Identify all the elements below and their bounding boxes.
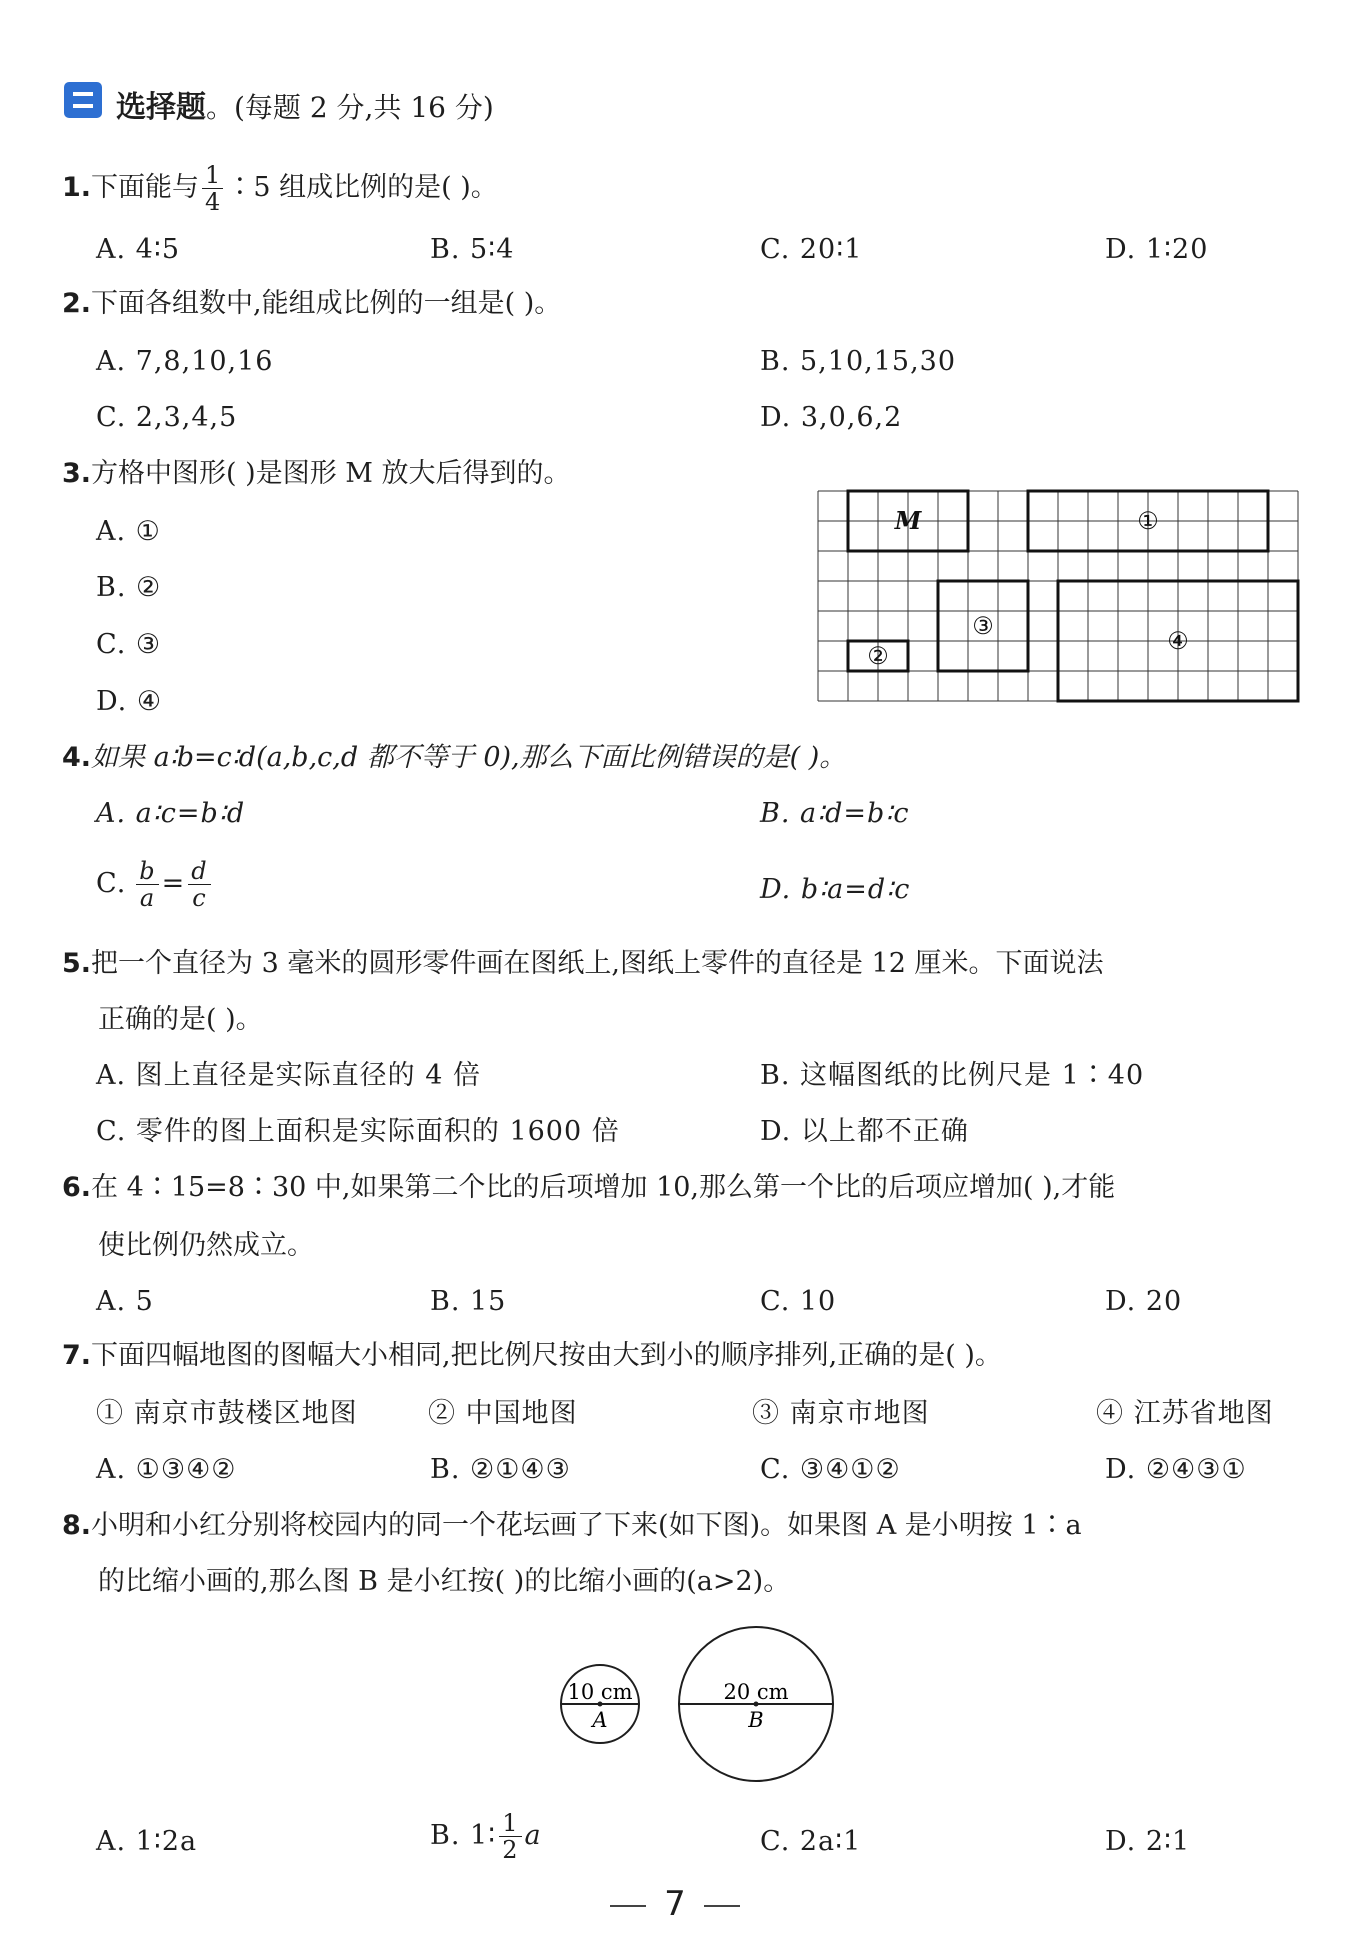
q7-item-3: ③ 南京市地图 [752,1398,930,1429]
question-4: 4.如果 a∶b=c∶d(a,b,c,d 都不等于 0),那么下面比例错误的是( )。 [62,742,847,773]
q2-option-b[interactable]: B. 5,10,15,30 [760,346,957,377]
q6-option-c[interactable]: C. 10 [760,1286,837,1317]
q7-item-1: ① 南京市鼓楼区地图 [96,1398,358,1429]
page-number: 7 [0,1884,1350,1924]
q7-item-4: ④ 江苏省地图 [1096,1398,1274,1429]
q4-option-b[interactable]: B. a∶d=b∶c [760,798,910,829]
q1-option-b[interactable]: B. 5∶4 [430,234,515,265]
q2-option-d[interactable]: D. 3,0,6,2 [760,402,903,433]
q6-option-b[interactable]: B. 15 [430,1286,507,1317]
shape-1-label: ① [1137,507,1159,535]
question-5-line2: 正确的是( )。 [98,1004,263,1035]
circle-a-diameter-label: 10 cm [567,1680,633,1704]
q7-option-b[interactable]: B. ②①④③ [430,1454,571,1485]
shape-2-label: ② [867,642,889,670]
q6-option-a[interactable]: A. 5 [96,1286,154,1317]
shape-3-label: ③ [972,612,994,640]
q6-option-d[interactable]: D. 20 [1105,1286,1183,1317]
q3-option-c[interactable]: C. ③ [96,629,162,660]
fraction-one-quarter: $\frac{1}{4}$ [202,162,223,215]
section-number-badge [64,82,102,118]
question-6: 6.在 4∶15=8∶30 中,如果第二个比的后项增加 10,那么第一个比的后项应增加( ),才能 [62,1172,1116,1203]
square-grid-figure [815,488,1300,703]
circle-a-label: A [592,1708,608,1732]
q7-option-a[interactable]: A. ①③④② [96,1454,237,1485]
shape-m-label: M [894,506,922,535]
q4-option-d[interactable]: D. b∶a=d∶c [760,874,911,905]
q3-option-d[interactable]: D. ④ [96,686,163,717]
q1-option-c[interactable]: C. 20∶1 [760,234,863,265]
section-subtitle: 。(每题 2 分,共 16 分) [206,91,494,124]
q7-option-d[interactable]: D. ②④③① [1105,1454,1247,1485]
q3-option-b[interactable]: B. ② [96,572,162,603]
q2-option-c[interactable]: C. 2,3,4,5 [96,402,238,433]
q8-option-a[interactable]: A. 1∶2a [96,1826,198,1857]
question-7: 7.下面四幅地图的图幅大小相同,把比例尺按由大到小的顺序排列,正确的是( )。 [62,1340,1002,1371]
q7-option-c[interactable]: C. ③④①② [760,1454,901,1485]
q1-option-d[interactable]: D. 1∶20 [1105,234,1209,265]
shape-4-label: ④ [1167,627,1189,655]
q4-option-a[interactable]: A. a∶c=b∶d [96,798,246,829]
circle-b-diameter-label: 20 cm [723,1680,789,1704]
section-title: 选择题。(每题 2 分,共 16 分) [116,90,494,125]
question-6-line2: 使比例仍然成立。 [98,1230,314,1261]
q4-option-c[interactable]: C. $\frac{b}{a}$ = $\frac{d}{c}$ [96,858,214,911]
q5-option-a[interactable]: A. 图上直径是实际直径的 4 倍 [96,1060,482,1091]
q7-item-2: ② 中国地图 [428,1398,578,1429]
circle-b-label: B [748,1708,764,1732]
q8-option-b[interactable]: B. 1∶ $\frac{1}{2}$ a [430,1809,542,1864]
question-8: 8.小明和小红分别将校园内的同一个花坛画了下来(如下图)。如果图 A 是小明按 1∶a [62,1510,1082,1541]
q8-option-c[interactable]: C. 2a∶1 [760,1826,862,1857]
q3-option-a[interactable]: A. ① [96,516,161,547]
question-3: 3.方格中图形( )是图形 M 放大后得到的。 [62,458,571,489]
q5-option-c[interactable]: C. 零件的图上面积是实际面积的 1600 倍 [96,1116,620,1147]
question-5: 5.把一个直径为 3 毫米的圆形零件画在图纸上,图纸上零件的直径是 12 厘米。下面说法 [62,948,1104,979]
q1-option-a[interactable]: A. 4∶5 [96,234,181,265]
q8-option-d[interactable]: D. 2∶1 [1105,1826,1191,1857]
question-2: 2.下面各组数中,能组成比例的一组是( )。 [62,288,562,319]
q2-option-a[interactable]: A. 7,8,10,16 [96,346,274,377]
q5-option-d[interactable]: D. 以上都不正确 [760,1116,969,1147]
q5-option-b[interactable]: B. 这幅图纸的比例尺是 1∶40 [760,1060,1145,1091]
question-1: 1.下面能与 $\frac{1}{4}$ ∶5 组成比例的是( )。 [62,161,498,216]
circles-figure [550,1620,840,1790]
question-8-line2: 的比缩小画的,那么图 B 是小红按( )的比缩小画的(a>2)。 [98,1566,791,1597]
